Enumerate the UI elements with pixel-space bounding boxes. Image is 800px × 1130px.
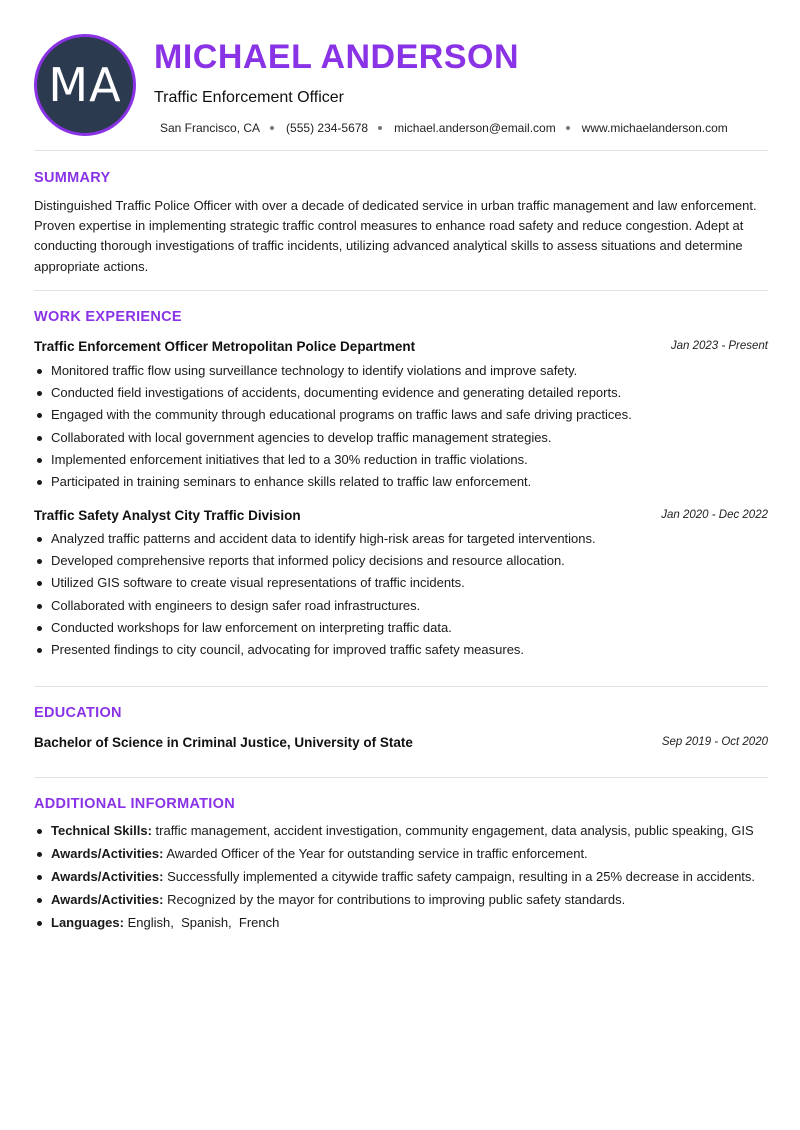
list-item — [34, 822, 768, 841]
divider — [34, 150, 768, 151]
list-item: Participated in training seminars to enhance skills related to traffic law enforcement. — [34, 471, 768, 493]
list-item — [34, 868, 768, 887]
separator-dot — [566, 126, 570, 130]
list-item: Conducted field investigations of accidents, documenting evidence and generating detailed reports. — [34, 382, 768, 404]
degree: Bachelor of Science in Criminal Justice, University of State — [34, 735, 413, 750]
contact-phone: (555) 234-5678 — [286, 121, 369, 135]
list-item — [34, 914, 768, 933]
divider — [34, 686, 768, 687]
job-header — [34, 338, 768, 356]
divider — [34, 777, 768, 778]
additional-list — [34, 822, 768, 937]
item-label: Awards/Activities: — [51, 892, 164, 907]
item-text: Successfully implemented a citywide traffic safety campaign, resulting in a 25% decrease in accidents. — [167, 869, 756, 884]
avatar-initials: MA — [48, 58, 122, 112]
job-dates: Jan 2023 - Present — [670, 340, 768, 352]
education-heading: EDUCATION — [34, 705, 122, 721]
list-item: Collaborated with local government agencies to develop traffic management strategies. — [34, 427, 768, 449]
contact-website[interactable]: www.michaelanderson.com — [581, 121, 728, 135]
item-label: Technical Skills: — [51, 823, 152, 838]
divider — [34, 290, 768, 291]
list-item: Conducted workshops for law enforcement on interpreting traffic data. — [34, 617, 768, 639]
item-label: Awards/Activities: — [51, 846, 164, 861]
job-dates: Jan 2020 - Dec 2022 — [661, 509, 768, 521]
additional-heading: ADDITIONAL INFORMATION — [34, 796, 235, 812]
list-item — [34, 845, 768, 864]
experience-heading: WORK EXPERIENCE — [34, 309, 182, 325]
summary-heading: SUMMARY — [34, 170, 111, 186]
summary-text: Distinguished Traffic Police Officer with over a decade of dedicated service in urban traffic management and law enforcement. Proven expertise in implementing strategic traffic control measures to enhance road safety and reduce congestion. Adept at conducting thorough investigations of traffic incidents, utilizing advanced analytical skills to assess situations and determine appropriate actions. — [34, 198, 757, 274]
contact-location: San Francisco, CA — [160, 121, 261, 135]
list-item: Utilized GIS software to create visual representations of traffic incidents. — [34, 572, 768, 594]
candidate-name: MICHAEL ANDERSON — [154, 38, 520, 76]
separator-dot — [378, 126, 382, 130]
separator-dot — [270, 126, 274, 130]
item-text: Recognized by the mayor for contributions to improving public safety standards. — [167, 892, 626, 907]
contact-email[interactable]: michael.anderson@email.com — [394, 121, 556, 135]
list-item: Analyzed traffic patterns and accident data to identify high-risk areas for targeted interventions. — [34, 528, 768, 550]
list-item: Monitored traffic flow using surveillance technology to identify violations and improve safety. — [34, 360, 768, 382]
education-dates: Sep 2019 - Oct 2020 — [661, 736, 768, 748]
contact-line — [160, 121, 728, 135]
list-item: Collaborated with engineers to design safer road infrastructures. — [34, 595, 768, 617]
candidate-title: Traffic Enforcement Officer — [154, 89, 344, 106]
item-label: Languages: — [51, 915, 124, 930]
list-item — [34, 891, 768, 910]
education-entry — [34, 734, 768, 752]
job-title: Traffic Safety Analyst City Traffic Division — [34, 508, 301, 523]
item-text: English, Spanish, French — [127, 915, 280, 930]
list-item: Engaged with the community through educational programs on traffic laws and safe driving practices. — [34, 404, 768, 426]
resume-header — [34, 34, 768, 138]
job-header — [34, 507, 768, 525]
list-item: Presented findings to city council, advocating for improved traffic safety measures. — [34, 639, 768, 661]
item-label: Awards/Activities: — [51, 869, 164, 884]
avatar — [34, 34, 136, 136]
item-text: Awarded Officer of the Year for outstanding service in traffic enforcement. — [166, 846, 588, 861]
list-item: Implemented enforcement initiatives that led to a 30% reduction in traffic violations. — [34, 449, 768, 471]
item-text: traffic management, accident investigation, community engagement, data analysis, public speaking, GIS — [155, 823, 754, 838]
job-bullets — [34, 528, 768, 661]
job-bullets — [34, 360, 768, 493]
job-title: Traffic Enforcement Officer Metropolitan Police Department — [34, 339, 416, 354]
list-item: Developed comprehensive reports that informed policy decisions and resource allocation. — [34, 550, 768, 572]
